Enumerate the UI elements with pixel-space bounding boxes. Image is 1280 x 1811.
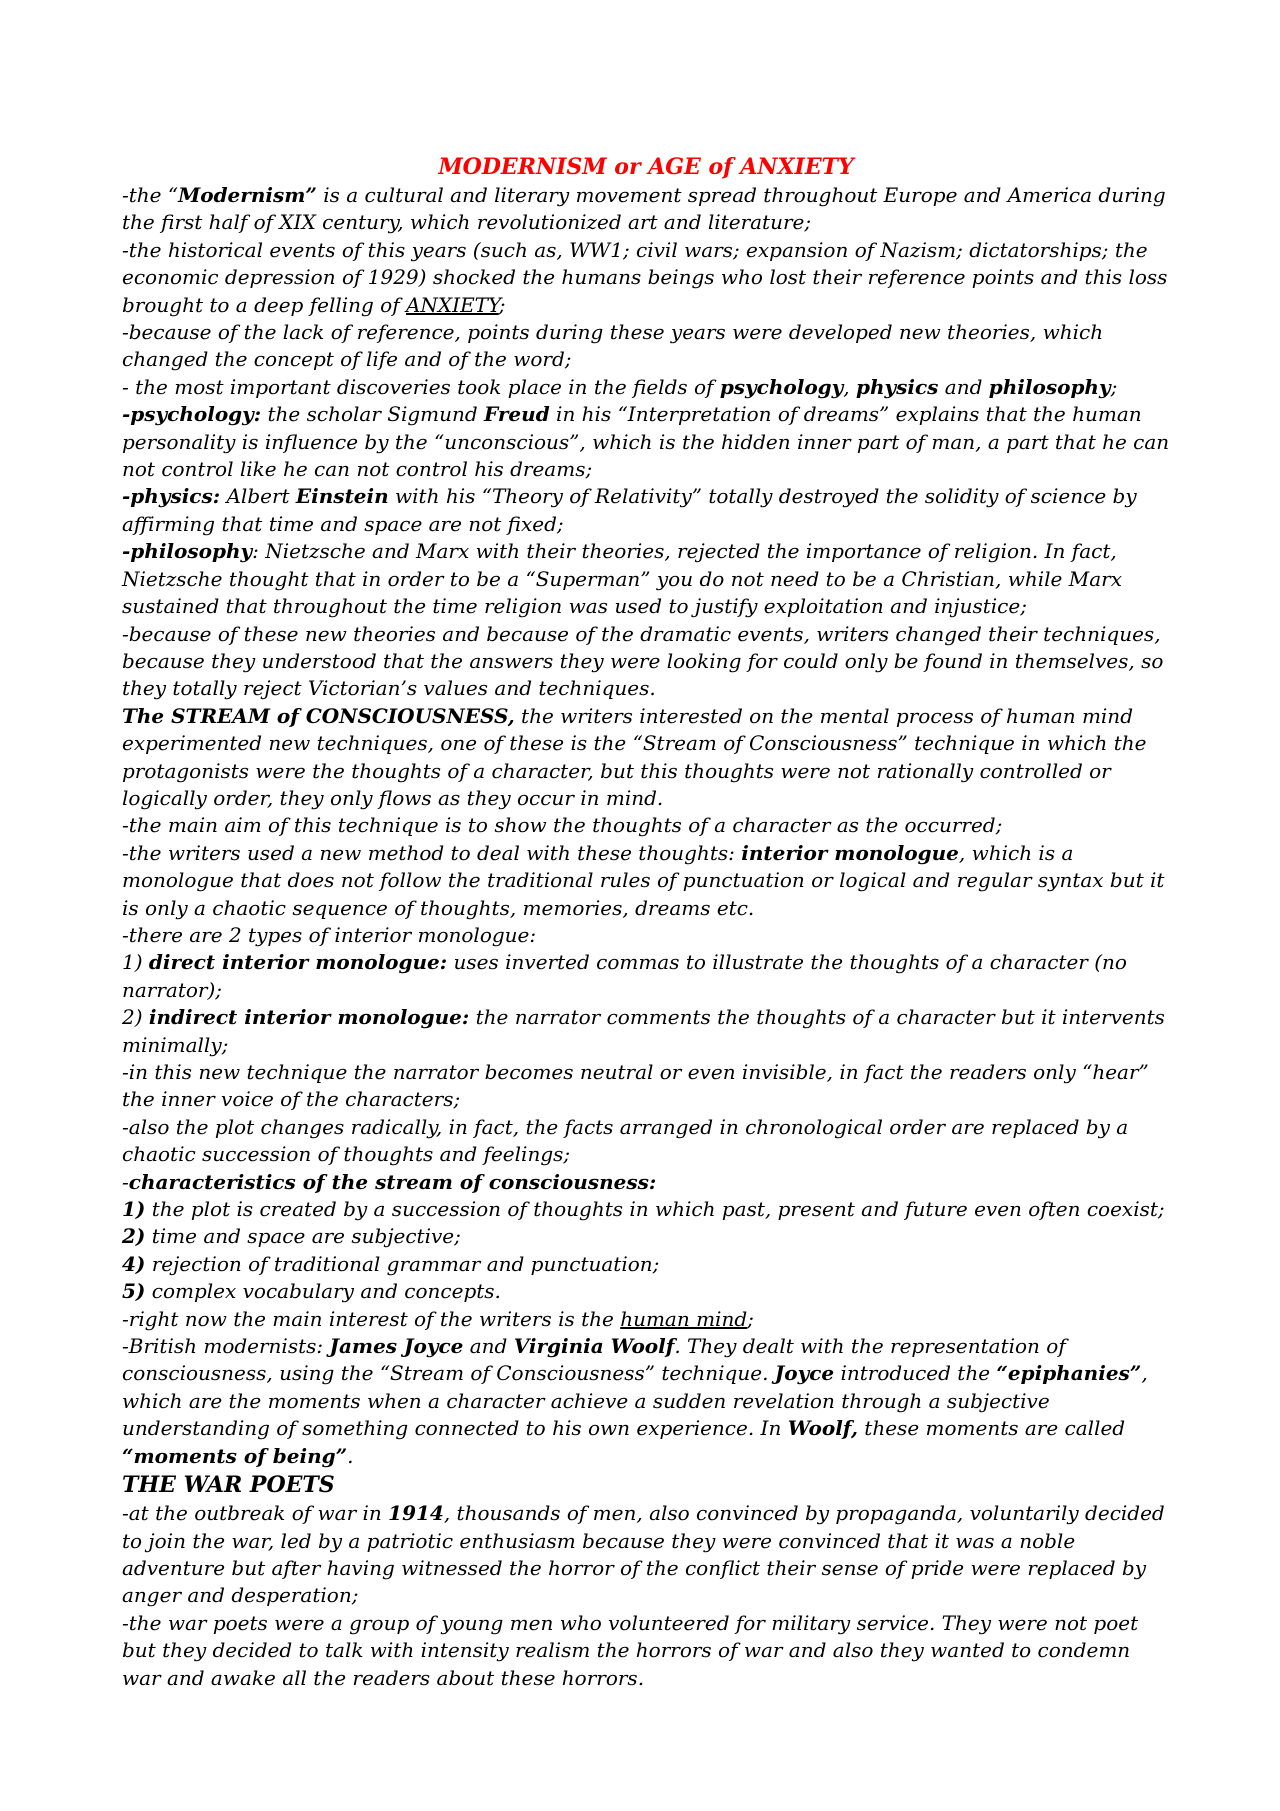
paragraph-new-theories: -because of the lack of reference, points during these years were developed new theories, which changed the concept of life and of the word; xyxy=(122,320,1104,372)
list-item-characteristic-2: 2) time and space are subjective; xyxy=(122,1224,461,1249)
paragraph-writers-techniques: -because of these new theories and because of the dramatic events, writers changed their techniques, because they understood that the answers they were looking for could only be found in themselves, so they totally reject Victorian’s values and techniques. xyxy=(122,621,1164,701)
section-heading-war-poets: THE WAR POETS xyxy=(122,1472,335,1499)
list-item-characteristic-4: 4) rejection of traditional grammar and punctuation; xyxy=(122,1251,660,1276)
paragraph-discoveries: - the most important discoveries took place in the fields of psychology, physics and philosophy; xyxy=(122,374,1118,399)
paragraph-stream-of-consciousness: The STREAM of CONSCIOUSNESS, the writers interested on the mental process of human mind experimented new techniques, one of these is the “Stream of Consciousness” technique in which the protagonists were the thoughts of a character, but this thoughts were not rationally controlled or logically order, they only flows as they occur in mind. xyxy=(122,703,1147,810)
paragraph-characteristics-heading: -characteristics of the stream of consciousness: xyxy=(122,1169,657,1194)
document-page xyxy=(122,152,1170,1692)
paragraph-physics: -physics: Albert Einstein with his “Theory of Relativity” totally destroyed the solidity of science by affirming that time and space are not fixed; xyxy=(122,484,1137,536)
paragraph-modernism-definition: -the “Modernism” is a cultural and literary movement spread throughout Europe and America during the first half of XIX century, which revolutionized art and literature; xyxy=(122,183,1166,235)
paragraph-psychology: -psychology: the scholar Sigmund Freud in his “Interpretation of dreams” explains that the human personality is influence by the “unconscious”, which is the hidden inner part of man, a part that he can not control like he can not control his dreams; xyxy=(122,402,1170,482)
list-item-characteristic-1: 1) the plot is created by a succession of thoughts in which past, present and future even often coexist; xyxy=(122,1197,1165,1222)
paragraph-narrator: -in this new technique the narrator becomes neutral or even invisible, in fact the readers only “hear” the inner voice of the characters; xyxy=(122,1060,1149,1112)
paragraph-main-aim: -the main aim of this technique is to show the thoughts of a character as the occurred; xyxy=(122,813,1003,838)
paragraph-main-interest: -right now the main interest of the writers is the human mind; xyxy=(122,1306,754,1331)
paragraph-war-outbreak: -at the outbreak of war in 1914, thousands of men, also convinced by propaganda, voluntarily decided to join the war, led by a patriotic enthusiasm because they were convinced that it was a noble adventure but after having witnessed the horror of the conflict their sense of pride were replaced by anger and desperation; xyxy=(122,1501,1165,1608)
paragraph-plot-changes: -also the plot changes radically, in fact, the facts arranged in chronological order are replaced by a chaotic succession of thoughts and feelings; xyxy=(122,1114,1129,1167)
list-item-characteristic-5: 5) complex vocabulary and concepts. xyxy=(122,1279,501,1304)
anxiety-term: ANXIETY xyxy=(405,292,499,317)
paragraph-historical-events: -the historical events of this years (such as, WW1; civil wars; expansion of Nazism; dictatorships; the economic depression of 1929) shocked the humans beings who lost their reference points and this loss brought to a deep felling of ANXIETY; xyxy=(122,237,1168,317)
paragraph-philosophy: -philosophy: Nietzsche and Marx with their theories, rejected the importance of religion. In fact, Nietzsche thought that in order to be a “Superman” you do not need to be a Christian, while Marx sustained that throughout the time religion was used to justify exploitation and injustice; xyxy=(122,539,1122,619)
human-mind-term: human mind xyxy=(620,1306,748,1331)
document-title: MODERNISM or AGE of ANXIETY xyxy=(438,154,854,180)
paragraph-british-modernists: -British modernists: James Joyce and Virginia Woolf. They dealt with the representation of consciousness, using the “Stream of Consciousness” technique. Joyce introduced the “epiphanies”, which are the moments when a character achieve a sudden revelation through a subjective understanding of something connected to his own experience. In Woolf, these moments are called “moments of being”. xyxy=(122,1334,1148,1468)
paragraph-war-poets-definition: -the war poets were a group of young men who volunteered for military service. They were not poet but they decided to talk with intensity realism the horrors of war and also they wanted to condemn war and awake all the readers about these horrors. xyxy=(122,1610,1139,1690)
list-item-indirect-monologue: 2) indirect interior monologue: the narrator comments the thoughts of a character but it intervents minimally; xyxy=(122,1005,1165,1057)
paragraph-monologue-types: -there are 2 types of interior monologue: xyxy=(122,922,537,947)
paragraph-interior-monologue: -the writers used a new method to deal with these thoughts: interior monologue, which is a monologue that does not follow the traditional rules of punctuation or logical and regular syntax but it is only a chaotic sequence of thoughts, memories, dreams etc. xyxy=(122,840,1165,920)
list-item-direct-monologue: 1) direct interior monologue: uses inverted commas to illustrate the thoughts of a character (no narrator); xyxy=(122,950,1127,1002)
